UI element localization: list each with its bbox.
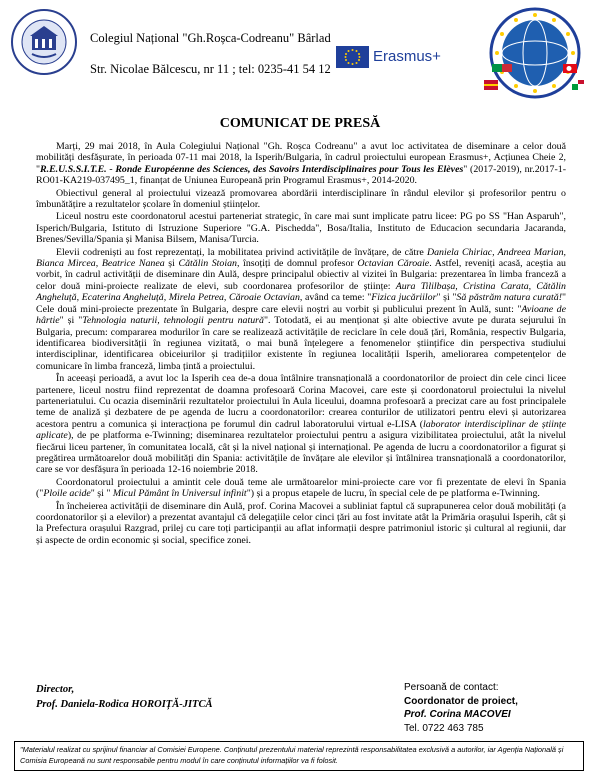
contact-phone: Tel. 0722 463 785 (404, 722, 484, 734)
contact-role: Coordonator de proiect, (404, 695, 518, 707)
school-logo-icon (10, 8, 78, 76)
paragraph-next-themes: Coordonatorul proiectului a amintit cele două teme ale următoarelor mini-proiecte care vor fi prezentate de elevi în Spania ("Ploile acide" și " Micul Pământ în Universul infinit") și a propus etapele de lucru, în special cele de pe platforma e-Twinning. (36, 476, 566, 500)
paragraph-students: Elevii codreniști au fost reprezentați, la mobilitatea privind activitățile de învățare, de către Daniela Chiriac, Andreea Marian, Bianca Mircea, Beatrice Nanea și Cătălin Stoian, însoțiți de domnul profesor Octavian Căroaie. Astfel, reveniți acasă, aceștia au vorbit, în cadrul activității de diseminare din Aulă, despre principalul obiectiv al vizitei în Bulgaria: prezentarea în limba franceză a celor două mini-proiecte realizate de elevi, sub coordonarea profesorilor de științe: Aura Tililbașa, Cristina Carata, Cătălin Angheluță, Ecaterina Angheluță, Mirela Petrea, Căroaie Octavian, având ca teme: "Fizica jucăriilor" și "Să păstrăm natura curată!" Cele două mini-proiecte prezentate în Bulgaria, despre care elevii noștri au vorbit și publicului prezent în Aulă, sunt: "Avioane de hârtie" și "Tehnologia naturii, tehnologii pentru natură". Totodată, ei au menționat și alte obiective avute pe durata sejurului în Bulgaria, precum: compararea modurilor în care se realizează activitățile de reciclare în cele două țări, România, respectiv Bulgaria, identificarea biodiversității în regiunea vizitată, o mai bună înțelegere a fenomenelor științifice din perspectiva studiului interdisciplinar, identificarea obiceiurilor și tradițiilor existente în regiunea localității Isperih, ameliorarea competențelor de comunicare în limba franceză, limba țintă a proiectului. (36, 246, 567, 372)
reussite-logo-icon (478, 4, 593, 102)
school-address: Str. Nicolae Bălcescu, nr 11 ; tel: 0235-41 54 12 (90, 62, 331, 76)
paragraph-event: Marți, 29 mai 2018, în Aula Colegiului Național "Gh. Roșca Codreanu" a avut loc activitatea de diseminare a celor două mobilități desfășurate, în perioada 07-11 mai 2018, la Isperih/Bulgaria, în cadrul proiectului european Erasmus+, Acțiunea Cheie 2, "R.E.U.S.S.I.T.E. - Ronde Européenne des Sciences, des Savoirs Interdisciplinaires pour Tous les Elèves" (2017-2019), nr.2017-1-RO01-KA219-037495_1, finanțat de Uniunea Europeană prin Programul Erasmus+, 2014-2020. (36, 141, 566, 187)
paragraph-objective: Obiectivul general al proiectului vizează promovarea abordării interdisciplinare în rândul elevilor și profesorilor pentru o îmbunătățire a rezultatelor școlare în domeniul științelor. (36, 187, 566, 211)
director-signature (36, 682, 212, 712)
contact-person (404, 681, 518, 735)
eu-disclaimer: "Materialul realizat cu sprijinul financiar al Comisiei Europene. Conținutul prezentului material reprezintă responsabilitatea exclusivă a autorilor, iar Agenția Națională și Comisia Europeană nu sunt responsabile pentru modul în care conținutul informațiilor va fi folosit. (14, 741, 584, 771)
school-name: Colegiul Național "Gh.Roșca-Codreanu" Bârlad (90, 31, 331, 45)
page-header (0, 0, 600, 100)
contact-heading: Persoană de contact: (404, 682, 499, 693)
director-name: Prof. Daniela-Rodica HOROIȚĂ-JITCĂ (36, 699, 213, 710)
erasmus-logo (336, 46, 474, 68)
contact-name: Prof. Corina MACOVEI (404, 709, 511, 720)
erasmus-label: Erasmus+ (373, 48, 441, 65)
paragraph-coordinators: În aceeași perioadă, a avut loc la Isperih cea de-a doua întâlnire transnațională a coordonatorilor de proiect din cele cinci licee partenere, liceul nostru fiind reprezentat de doamna profesoară Corina Macovei, care este și coordonatorul proiectului la nivelul parteneriatului. Cu ocazia diseminării rezultatelor proiectului în Aula liceului, doamna profesoară a precizat care au fost principalele teme de analiză și dezbatere de pe agenda de lucru a coordonatorilor: crearea conturilor de utilizatori pentru elevi și autorizarea acestora pentru a comunica și interacționa pe forumul din cadrul laboratorului virtual e-LISA (laborator interdisciplinar de științe aplicate), de pe platforma e-Twinning; diseminarea rezultatelor proiectului pentru a asigura vizibilitatea proiectului, atât la nivelul fiecărui liceu partener, în comunitatea locală, cât și la nivel național și internațional. Pe agenda de lucru a coordonatorilor a figurat și pregătirea următoarelor două mobilități din Spania: activitățile de învățare ale elevilor și întâlnirea transnațională a coordonatorilor, care se vor desfășura în perioada 12-16 noiembrie 2018. (36, 373, 566, 476)
document-title: COMUNICAT DE PRESĂ (219, 116, 381, 131)
director-role: Director, (36, 684, 75, 695)
eu-flag-icon (336, 46, 369, 68)
paragraph-partners: Liceul nostru este coordonatorul acestui parteneriat strategic, în care mai sunt implicate patru licee: PG po SS "Han Asparuh", Isperich/Bulgaria, Istituto di Istruzione Superiore "G.A. Pischedda", Bosa/Italia, Instituto de Educacion secundaria Jacaranda, Brenes/Sevilla/Spania și Manisa Bilsem, Manisa/Turcia. (36, 211, 566, 246)
project-title: R.E.U.S.S.I.T.E. - Ronde Européenne des Sciences, des Savoirs Interdisciplinaires pour Tous les Elèves (40, 163, 464, 175)
press-release-body (36, 141, 566, 547)
paragraph-conclusion: În încheierea activității de diseminare din Aulă, prof. Corina Macovei a subliniat faptul că suprapunerea celor două mobilități (a coordonatorilor și a elevilor) a prezentat avantajul că delegațiile celor cinci țări au fost invitate atât la Primăria orașului Isperih, cât și la Prefectura orașului Razgrad, prilej cu care toți participanții au aflat informații despre patrimoniul istoric și cultural al regiunii, dar și aspecte de ordin economic și social, specifice zonei. (36, 500, 566, 546)
